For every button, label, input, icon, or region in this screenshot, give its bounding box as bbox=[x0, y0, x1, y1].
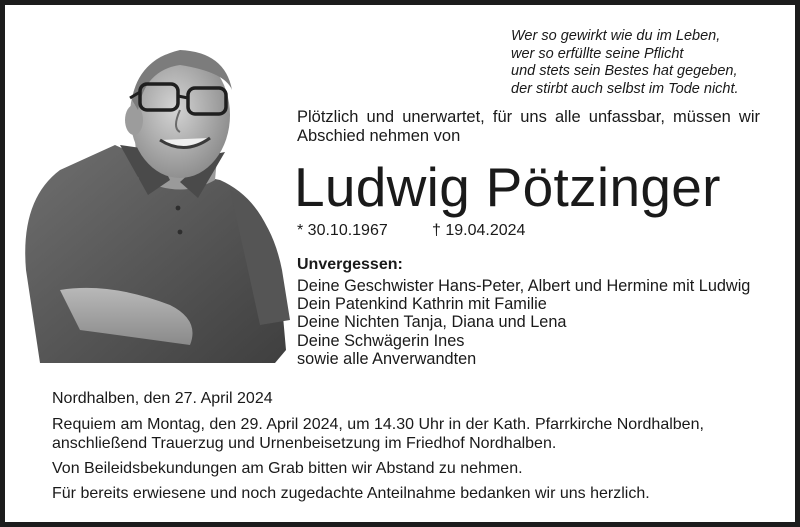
place-and-date: Nordhalben, den 27. April 2024 bbox=[52, 390, 273, 407]
poem-line: der stirbt auch selbst im Tode nicht. bbox=[511, 80, 739, 97]
mourner-line: Deine Geschwister Hans-Peter, Albert und Hermine mit Ludwig bbox=[297, 277, 751, 295]
mourner-line: sowie alle Anverwandten bbox=[297, 349, 477, 368]
funeral-details bbox=[52, 389, 772, 503]
mourner-line: Deine Nichten Tanja, Diana und Lena bbox=[297, 313, 567, 332]
condolence-note: Von Beileidsbekundungen am Grab bitten wir Abstand zu nehmen. bbox=[52, 460, 523, 477]
memorial-poem bbox=[511, 28, 791, 98]
death-date: † 19.04.2024 bbox=[432, 222, 526, 239]
deceased-name: Ludwig Pötzinger bbox=[294, 156, 721, 218]
life-dates bbox=[297, 221, 526, 241]
mourners-heading: Unvergessen: bbox=[297, 256, 403, 273]
requiem-info bbox=[52, 415, 772, 453]
requiem-line: Requiem am Montag, den 29. April 2024, um 14.30 Uhr in der Kath. Pfarrkirche Nordhalben, bbox=[52, 416, 704, 433]
mourners-list bbox=[297, 277, 750, 368]
poem-line: und stets sein Bestes hat gegeben, bbox=[511, 63, 738, 79]
poem-line: wer so erfüllte seine Pflicht bbox=[511, 45, 684, 62]
birth-date: * 30.10.1967 bbox=[297, 222, 388, 239]
thanks-note: Für bereits erwiesene und noch zugedachte Anteilnahme bedanken wir uns herzlich. bbox=[52, 485, 650, 502]
mourner-line: Dein Patenkind Kathrin mit Familie bbox=[297, 295, 547, 314]
poem-line: Wer so gewirkt wie du im Leben, bbox=[511, 28, 721, 44]
intro-text: Plötzlich und unerwartet, für uns alle unfassbar, müssen wir Abschied nehmen von bbox=[297, 108, 760, 145]
requiem-line: anschließend Trauerzug und Urnenbeisetzung im Friedhof Nordhalben. bbox=[52, 435, 557, 452]
portrait-photo bbox=[20, 20, 296, 363]
mourner-line: Deine Schwägerin Ines bbox=[297, 331, 465, 350]
